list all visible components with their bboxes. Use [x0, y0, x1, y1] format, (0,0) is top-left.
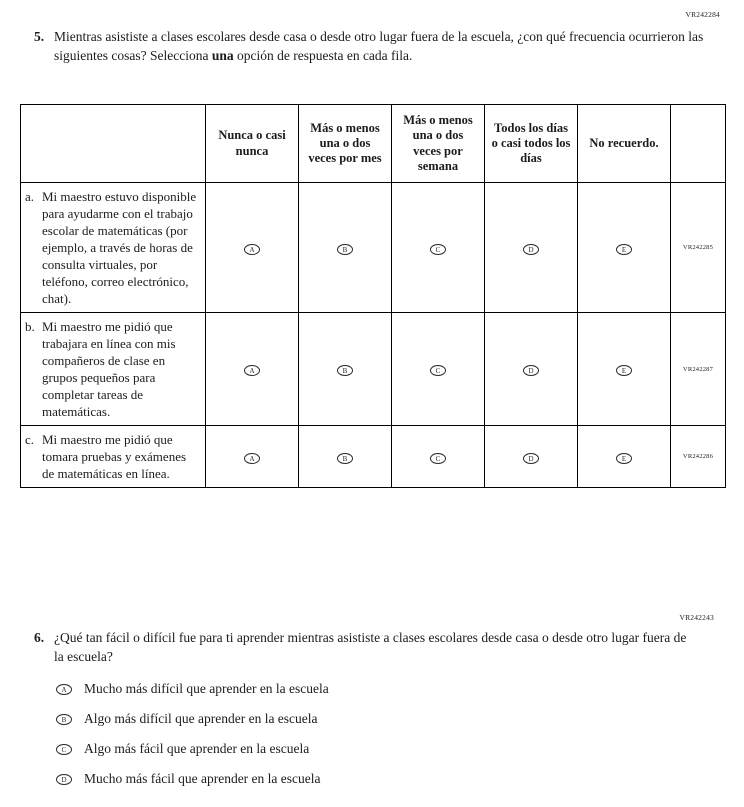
row-c-option-c-bubble[interactable]: C: [430, 453, 446, 464]
row-a-option-e-bubble[interactable]: E: [616, 244, 632, 255]
row-c-option-a-bubble[interactable]: A: [244, 453, 260, 464]
row-b-cell-d: [485, 313, 578, 426]
row-c-cell-a: [206, 426, 299, 488]
row-c-cell-d: [485, 426, 578, 488]
question-5-text-bold: una: [211, 47, 234, 63]
row-a-code: VR242285: [671, 183, 726, 313]
question-6-option-d: [56, 771, 329, 787]
row-b-option-d-bubble[interactable]: D: [523, 365, 539, 376]
table-header-row: [21, 105, 726, 183]
row-a-option-c-bubble[interactable]: C: [430, 244, 446, 255]
row-a-text: Mi maestro estuvo disponible para ayudarme con el trabajo escolar de matemáticas (por ejemplo, a través de horas de consulta virtuales, por teléfono, correo electrónico, chat).: [42, 189, 197, 307]
question-6-option-c: [56, 741, 329, 757]
question-6-option-a: [56, 681, 329, 697]
table-header-never: Nunca o casi nunca: [206, 105, 299, 183]
table-header-everyday: Todos los días o casi todos los días: [485, 105, 578, 183]
table-header-week: Más o menos una o dos veces por semana: [392, 105, 485, 183]
row-c-label: c.: [25, 432, 35, 448]
question-6-option-b-bubble[interactable]: B: [56, 714, 72, 725]
row-a-option-d-bubble[interactable]: D: [523, 244, 539, 255]
table-header-empty: [21, 105, 206, 183]
row-a-cell-b: [299, 183, 392, 313]
row-c-cell-e: [578, 426, 671, 488]
question-5-table: [20, 104, 726, 488]
question-6-option-d-bubble[interactable]: D: [56, 774, 72, 785]
question-6-text: ¿Qué tan fácil o difícil fue para ti aprender mientras asististe a clases escolares desde casa o desde otro lugar fuera de la escuela?: [54, 630, 687, 664]
row-c-option-e-bubble[interactable]: E: [616, 453, 632, 464]
row-c-code: VR242286: [671, 426, 726, 488]
table-row-b: [21, 313, 726, 426]
row-a-cell-c: [392, 183, 485, 313]
row-b-cell-b: [299, 313, 392, 426]
question-5-number: 5.: [34, 29, 45, 44]
form-code-mid: VR242243: [679, 613, 714, 622]
question-6-option-a-bubble[interactable]: A: [56, 684, 72, 695]
row-a-cell-a: [206, 183, 299, 313]
row-b-option-a-bubble[interactable]: A: [244, 365, 260, 376]
question-5-text-after: opción de respuesta en cada fila.: [233, 47, 413, 63]
question-5: [34, 28, 714, 65]
question-5-text-before: Mientras asististe a clases escolares desde casa o desde otro lugar fuera de la escuela, ¿con qué frecuencia ocurrieron las siguientes cosas? Selecciona: [54, 29, 704, 63]
question-6-option-b-label: Algo más difícil que aprender en la escuela: [84, 711, 318, 726]
row-b-text: Mi maestro me pidió que trabajara en línea con mis compañeros de clase en grupos pequeños para completar tareas de matemáticas.: [42, 319, 176, 420]
table-header-no-recall: No recuerdo.: [578, 105, 671, 183]
question-5-text: [54, 28, 714, 65]
row-a-option-a-bubble[interactable]: A: [244, 244, 260, 255]
row-a-option-b-bubble[interactable]: B: [337, 244, 353, 255]
row-b-option-e-bubble[interactable]: E: [616, 365, 632, 376]
row-b-cell-e: [578, 313, 671, 426]
row-c-option-d-bubble[interactable]: D: [523, 453, 539, 464]
row-b-option-c-bubble[interactable]: C: [430, 365, 446, 376]
row-c-cell-c: [392, 426, 485, 488]
row-c-cell-b: [299, 426, 392, 488]
table-header-code-empty: [671, 105, 726, 183]
row-b-label: b.: [25, 319, 35, 335]
row-c-text: Mi maestro me pidió que tomara pruebas y exámenes de matemáticas en línea.: [42, 432, 187, 482]
row-b-code: VR242287: [671, 313, 726, 426]
row-a-label: a.: [25, 189, 35, 204]
question-6: [34, 629, 694, 666]
question-6-option-b: [56, 711, 329, 727]
row-b-stem: [21, 313, 206, 426]
question-6-option-c-bubble[interactable]: C: [56, 744, 72, 755]
row-b-cell-c: [392, 313, 485, 426]
row-a-cell-e: [578, 183, 671, 313]
question-6-options: [56, 681, 329, 801]
table-row-a: [21, 183, 726, 313]
question-6-option-d-label: Mucho más fácil que aprender en la escuela: [84, 771, 321, 786]
row-a-stem: [21, 183, 206, 313]
question-6-number: 6.: [34, 630, 45, 645]
row-b-cell-a: [206, 313, 299, 426]
row-c-stem: [21, 426, 206, 488]
row-b-option-b-bubble[interactable]: B: [337, 365, 353, 376]
table-row-c: [21, 426, 726, 488]
table-header-month: Más o menos una o dos veces por mes: [299, 105, 392, 183]
form-code-top: VR242284: [685, 10, 720, 19]
question-6-option-c-label: Algo más fácil que aprender en la escuela: [84, 741, 310, 756]
row-a-cell-d: [485, 183, 578, 313]
question-6-option-a-label: Mucho más difícil que aprender en la escuela: [84, 681, 329, 696]
row-c-option-b-bubble[interactable]: B: [337, 453, 353, 464]
